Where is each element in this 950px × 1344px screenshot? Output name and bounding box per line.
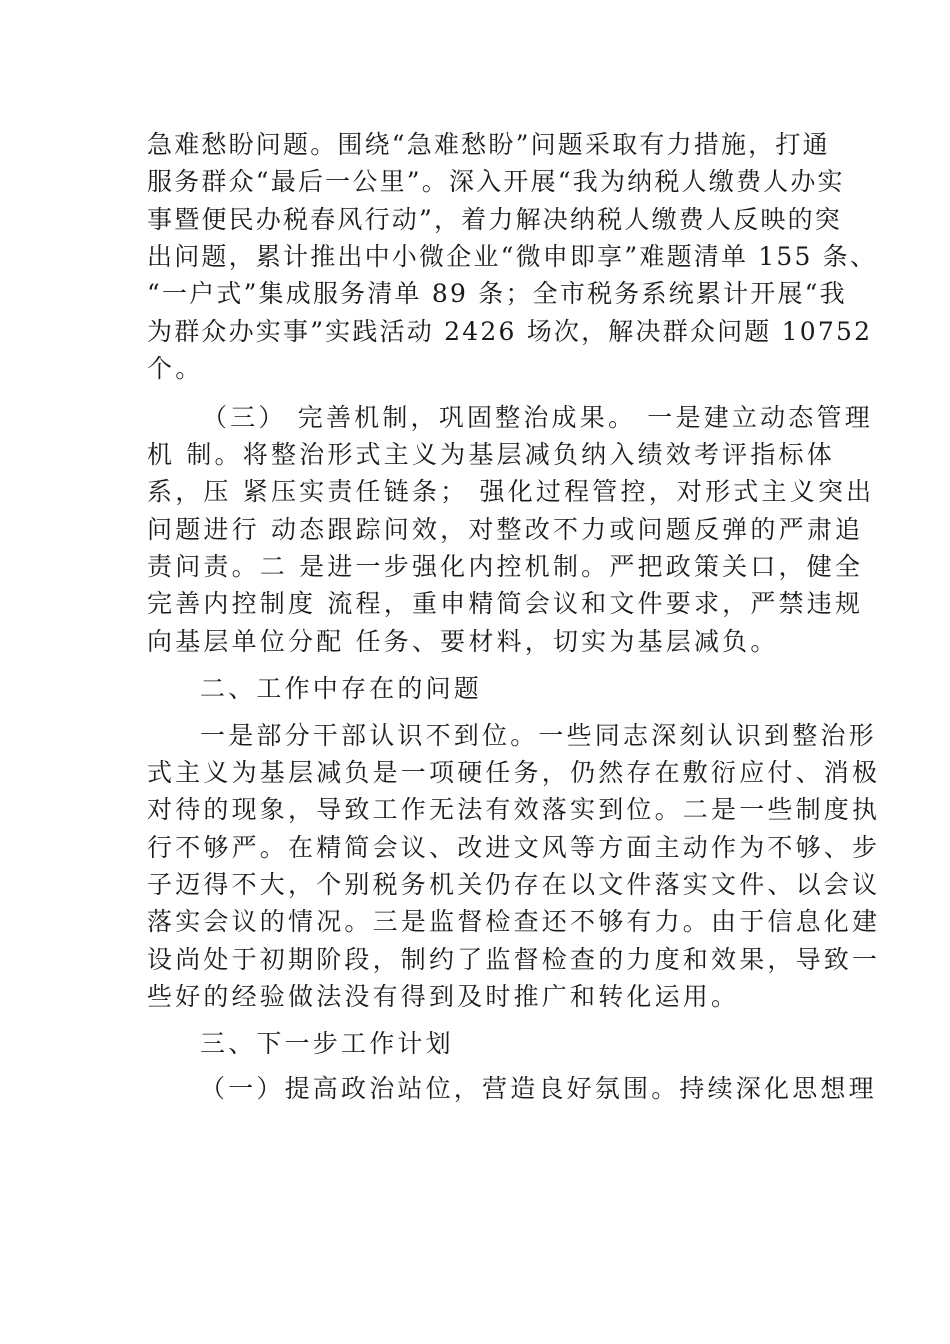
body-text-line: 式主义为基层减负是一项硬任务，仍然存在敷衍应付、消极	[147, 758, 881, 787]
body-text-line: 责问责。二 是进一步强化内控机制。严把政策关口，健全	[147, 552, 864, 581]
body-text-line: 对待的现象，导致工作无法有效落实到位。二是一些制度执	[147, 795, 881, 824]
body-text-line: 为群众办实事”实践活动 2426 场次，解决群众问题 10752	[147, 317, 873, 346]
body-text-line: 些好的经验做法没有得到及时推广和转化运用。	[147, 982, 740, 1011]
body-text-line: 急难愁盼问题。围绕“急难愁盼”问题采取有力措施，打通	[147, 130, 830, 159]
body-text-line: 系，压 紧压实责任链条； 强化过程管控，对形式主义突出	[147, 477, 875, 506]
body-text-line: 出问题，累计推出中小微企业“微申即享”难题清单 155 条、	[147, 242, 878, 271]
body-text-line: “一户式”集成服务清单 89 条；全市税务系统累计开展“我	[147, 279, 847, 308]
body-text-line: 行不够严。在精简会议、改进文风等方面主动作为不够、步	[147, 833, 881, 862]
body-text-line: 设尚处于初期阶段，制约了监督检查的力度和效果，导致一	[147, 945, 881, 974]
body-text-line: 服务群众“最后一公里”。深入开展“我为纳税人缴费人办实	[147, 167, 845, 196]
section-heading-3: （三） 完善机制，巩固整治成果。 一是建立动态管理	[202, 403, 873, 432]
body-text-line: 子迈得不大，个别税务机关仍存在以文件落实文件、以会议	[147, 870, 881, 899]
body-text-line: 落实会议的情况。三是监督检查还不够有力。由于信息化建	[147, 907, 881, 936]
section-heading-problems: 二、工作中存在的问题	[200, 674, 483, 703]
body-text-line: 个。	[147, 354, 204, 383]
section-heading-next-plan: 三、下一步工作计划	[200, 1029, 454, 1058]
body-text-line: （一）提高政治站位，营造良好氛围。持续深化思想理	[200, 1074, 877, 1103]
body-text-line: 一是部分干部认识不到位。一些同志深刻认识到整治形	[200, 721, 877, 750]
body-text-line: 向基层单位分配 任务、要材料，切实为基层减负。	[147, 627, 779, 656]
body-text-line: 问题进行 动态跟踪问效，对整改不力或问题反弹的严肃追	[147, 515, 864, 544]
body-text-line: 机 制。将整治形式主义为基层减负纳入绩效考评指标体	[147, 440, 835, 469]
body-text-line: 完善内控制度 流程，重申精简会议和文件要求，严禁违规	[147, 589, 864, 618]
body-text-line: 事暨便民办税春风行动”，着力解决纳税人缴费人反映的突	[147, 205, 842, 234]
